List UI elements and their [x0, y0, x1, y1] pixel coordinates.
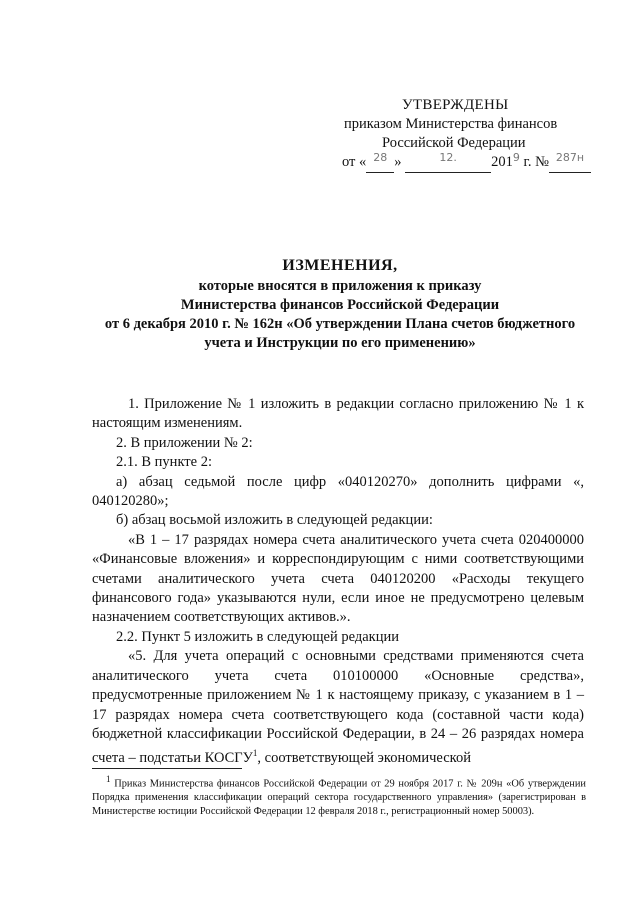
order-number-handwritten: 287н — [555, 151, 585, 164]
paragraph-8-end: , соответствующей экономической — [257, 750, 471, 767]
paragraph-7: 2.2. Пункт 5 изложить в следующей редакции — [116, 628, 399, 645]
heading-line-2: Министерства финансов Российской Федерации — [180, 297, 500, 313]
paragraph-4: а) абзац седьмой после цифр «040120270» дополнить цифрами «, 040120280»; — [92, 473, 584, 510]
date-day-handwritten: 28 — [373, 151, 388, 164]
date-month-field — [405, 153, 491, 173]
approved-federation: Российской Федерации — [382, 135, 526, 151]
date-day-field — [366, 153, 394, 173]
date-mid: » — [394, 154, 402, 170]
footnote-divider — [92, 768, 242, 769]
heading-title: ИЗМЕНЕНИЯ, — [282, 257, 398, 274]
document-body — [92, 395, 584, 769]
footnote-paragraph — [92, 773, 586, 818]
date-month-handwritten: 12. — [439, 151, 457, 164]
paragraph-2: 2. В приложении № 2: — [116, 434, 253, 451]
paragraph-3: 2.1. В пункте 2: — [116, 454, 212, 471]
heading-line-1: которые вносятся в приложения к приказу — [198, 278, 482, 294]
date-prefix: от « — [342, 154, 367, 170]
approved-title: УТВЕРЖДЕНЫ — [402, 97, 509, 113]
year-digit-handwritten: 9 — [512, 151, 520, 164]
document-heading — [80, 256, 600, 353]
heading-line-3: от 6 декабря 2010 г. № 162н «Об утверждении Плана счетов бюджетного — [104, 316, 576, 332]
paragraph-8-text: «5. Для учета операций с основными средствами применяются счета аналитического учета счета 010100000 «Основные средства», предусмотренные приложением № 1 к настоящему приказу, с указанием в 1 –17 разрядах номера счета соответствующего кода (составной части кода) бюджетной классификации Российской Федерации, в 24 – 26 разрядах номера счета – подстатьи КОСГУ — [92, 648, 584, 767]
heading-line-4: учета и Инструкции по его применению» — [204, 335, 476, 351]
approval-stamp — [342, 96, 592, 173]
footnote — [92, 773, 586, 818]
paragraph-8 — [92, 647, 584, 768]
footnote-text: Приказ Министерства финансов Российской Федерации от 29 ноября 2017 г. № 209н «Об утверждении Порядка применения классификации операций сектора государственного управления» (зарегистрирован в Министерстве юстиции Российской Федерации 12 февраля 2018 г., регистрационный номер 50003). — [92, 778, 586, 817]
approved-by-order: приказом Министерства финансов — [344, 116, 558, 132]
paragraph-5: б) абзац восьмой изложить в следующей редакции: — [116, 512, 433, 529]
year-suffix: г. № — [519, 154, 549, 170]
paragraph-1: 1. Приложение № 1 изложить в редакции согласно приложению № 1 к настоящим изменениям. — [92, 396, 584, 432]
footnote-reference: 1 — [252, 748, 258, 759]
footnote-mark: 1 — [106, 774, 111, 784]
year-prefix: 201 — [491, 154, 513, 170]
paragraph-6: «В 1 – 17 разрядах номера счета аналитического учета счета 020400000 «Финансовые вложения» и корреспондирующим с ними соответствующими счетами аналитического учета счета 040120200 «Расходы текущего финансового года» указываются нули, если иное не предусмотрено целевым назначением соответствующих активов.». — [92, 531, 584, 626]
order-number-field — [549, 153, 591, 173]
approved-date-line — [342, 153, 592, 173]
